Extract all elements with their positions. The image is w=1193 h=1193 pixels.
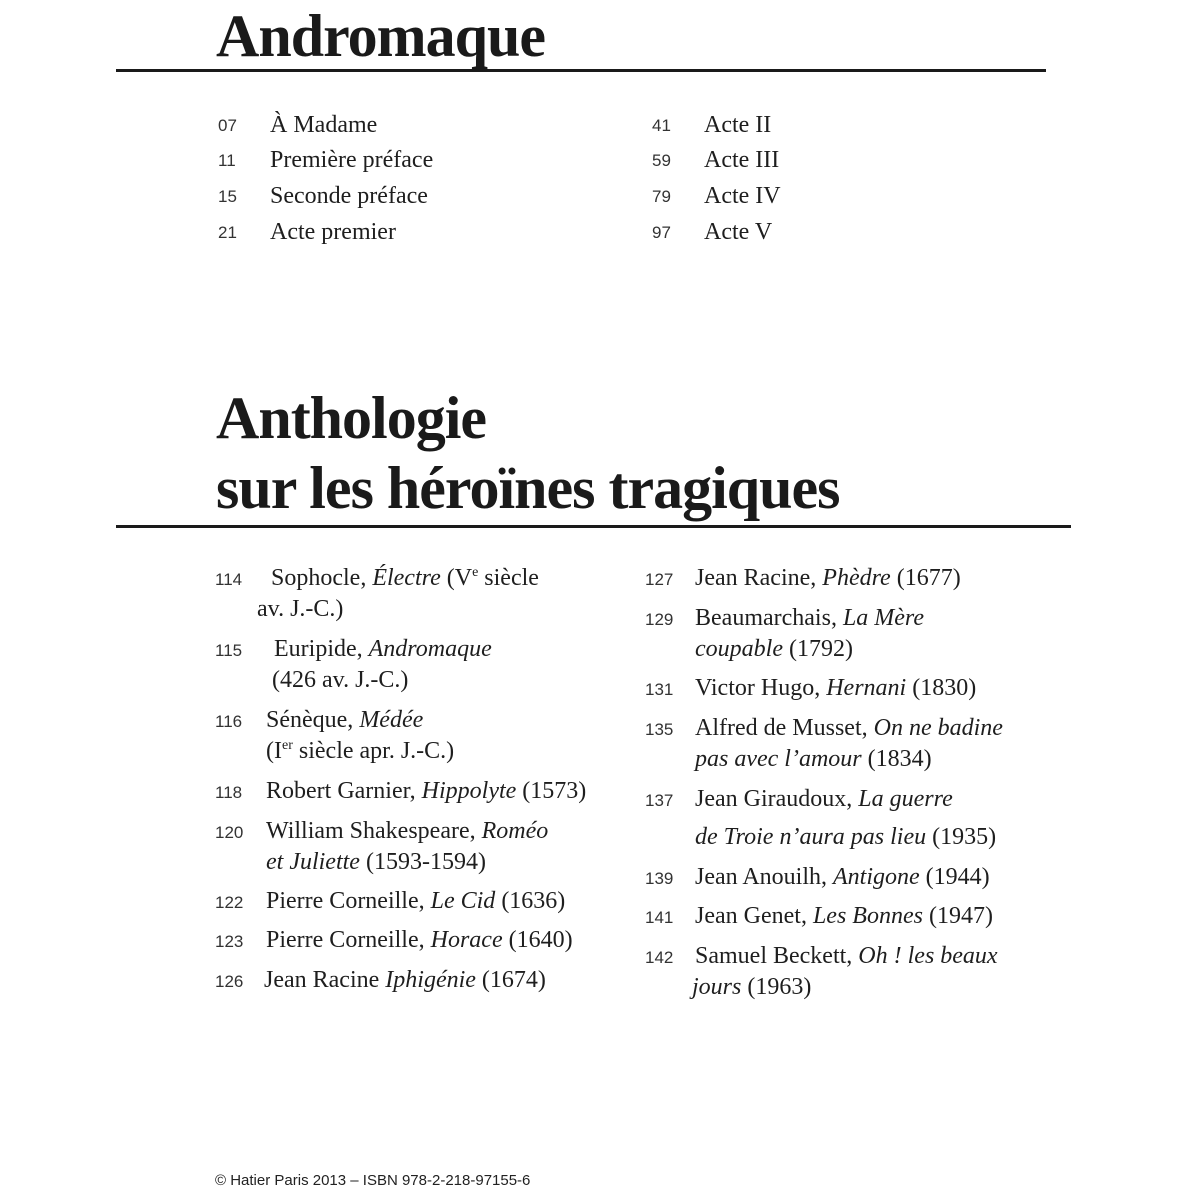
- page-number: 142: [645, 948, 674, 967]
- page-number: 122: [215, 893, 244, 912]
- page-number: 07: [218, 116, 237, 135]
- work-title: Hernani: [826, 675, 907, 701]
- page-number: 126: [215, 972, 244, 991]
- entry-label: Acte III: [704, 147, 780, 173]
- page-number: 137: [645, 791, 674, 810]
- entry-line: (Ier siècle apr. J.-C.): [266, 738, 455, 764]
- page-number: 11: [218, 151, 236, 170]
- entry-line: Jean Racine, Phèdre (1677): [695, 565, 961, 591]
- page-number: 131: [645, 680, 674, 699]
- entry-label: Seconde préface: [270, 183, 428, 209]
- entry-line: Samuel Beckett, Oh ! les beaux: [695, 943, 998, 969]
- work-title: Antigone: [833, 864, 920, 890]
- work-title: On ne badine: [873, 715, 1003, 741]
- section-title-subtitle: sur les héroïnes tragiques: [216, 455, 840, 521]
- entry-line: Robert Garnier, Hippolyte (1573): [266, 778, 587, 804]
- entry-line: Pierre Corneille, Horace (1640): [266, 927, 573, 953]
- title-rule: [116, 525, 1071, 528]
- work-title: et Juliette: [266, 849, 360, 875]
- work-title: La guerre: [858, 786, 953, 812]
- page-number: 135: [645, 720, 674, 739]
- work-title: Andromaque: [368, 636, 492, 662]
- entry-line: Beaumarchais, La Mère: [695, 605, 925, 631]
- page-number: 115: [215, 641, 243, 660]
- entry-label: Première préface: [270, 147, 434, 173]
- page-number: 79: [652, 187, 671, 206]
- work-title: Oh ! les beaux: [858, 943, 998, 969]
- work-title: Le Cid: [430, 888, 496, 914]
- work-title: La Mère: [842, 605, 925, 631]
- page-number: 127: [645, 570, 674, 589]
- page-number: 114: [215, 570, 243, 589]
- work-title: de Troie n’aura pas lieu: [695, 824, 927, 850]
- page-number: 118: [215, 783, 243, 802]
- entry-label: Acte premier: [270, 219, 396, 245]
- page-number: 129: [645, 610, 674, 629]
- entry-line: Euripide, Andromaque: [274, 636, 492, 662]
- entry-line: et Juliette (1593-1594): [266, 849, 486, 875]
- title-rule: [116, 69, 1046, 72]
- entry-line: Victor Hugo, Hernani (1830): [695, 675, 977, 701]
- work-title: Roméo: [481, 818, 549, 844]
- entry-line: coupable (1792): [695, 636, 853, 662]
- section-title-anthologie: Anthologie: [216, 385, 487, 451]
- entry-line: av. J.-C.): [257, 596, 344, 622]
- entry-line: de Troie n’aura pas lieu (1935): [695, 824, 997, 850]
- work-title: jours: [692, 974, 742, 1000]
- work-title: Iphigénie: [385, 967, 476, 993]
- entry-line: Sophocle, Électre (Ve siècle: [271, 565, 539, 591]
- entry-line: jours (1963): [692, 974, 812, 1000]
- page-number: 123: [215, 932, 244, 951]
- entry-line: pas avec l’amour (1834): [695, 746, 932, 772]
- work-title: coupable: [695, 636, 783, 662]
- work-title: pas avec l’amour: [695, 746, 862, 772]
- work-title: Électre: [372, 565, 441, 591]
- entry-label: Acte IV: [704, 183, 781, 209]
- work-title: Phèdre: [822, 565, 891, 591]
- page-number: 139: [645, 869, 674, 888]
- entry-line: Jean Giraudoux, La guerre: [695, 786, 953, 812]
- entry-label: Acte V: [704, 219, 773, 245]
- copyright-footer: © Hatier Paris 2013 – ISBN 978-2-218-97155-6: [215, 1172, 531, 1189]
- entry-line: (426 av. J.-C.): [272, 667, 409, 693]
- page-number: 141: [645, 908, 674, 927]
- entry-line: Jean Racine Iphigénie (1674): [264, 967, 546, 993]
- work-title: Horace: [430, 927, 503, 953]
- page-number: 41: [652, 116, 671, 135]
- work-title: Les Bonnes: [812, 903, 923, 929]
- work-title: Médée: [359, 707, 424, 733]
- page-number: 15: [218, 187, 237, 206]
- work-title: Hippolyte: [421, 778, 517, 804]
- page-number: 120: [215, 823, 244, 842]
- entry-line: William Shakespeare, Roméo: [266, 818, 549, 844]
- entry-line: Alfred de Musset, On ne badine: [695, 715, 1003, 741]
- entry-label: Acte II: [704, 112, 772, 138]
- entry-line: Sénèque, Médée: [266, 707, 424, 733]
- page-number: 116: [215, 712, 243, 731]
- page-number: 59: [652, 151, 671, 170]
- entry-label: À Madame: [270, 112, 378, 138]
- section-title-andromaque: Andromaque: [216, 3, 545, 69]
- entry-line: Jean Genet, Les Bonnes (1947): [695, 903, 993, 929]
- page-number: 21: [218, 223, 237, 242]
- entry-line: Jean Anouilh, Antigone (1944): [695, 864, 990, 890]
- page-number: 97: [652, 223, 671, 242]
- entry-line: Pierre Corneille, Le Cid (1636): [266, 888, 566, 914]
